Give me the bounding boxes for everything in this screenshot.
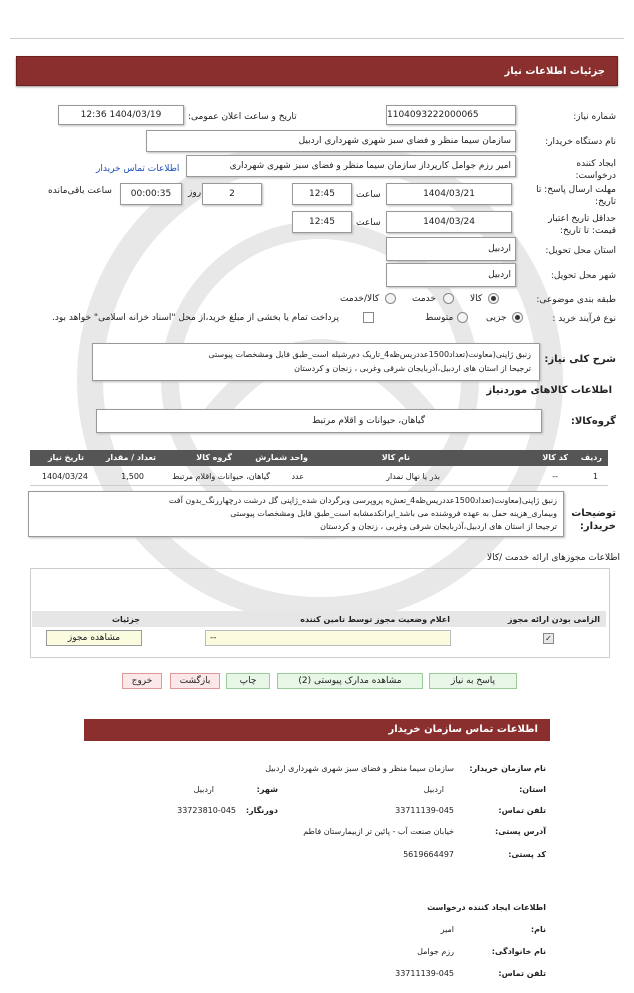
reply-button[interactable]: پاسخ به نیاز [429,673,517,689]
col-name: نام کالا [381,453,410,462]
top-divider [10,38,624,39]
buyer-note-label: توضیحات خریدار: [571,508,616,532]
license-required-checkbox[interactable]: ✓ [543,633,554,644]
contact-phone: 33711139-045 [395,806,454,815]
category-option-both: کالا/خدمت [340,294,380,304]
col-row: ردیف [580,453,602,462]
treasury-text: پرداخت تمام یا بخشی از مبلغ خرید،از محل "اسناد خزانه اسلامی" خواهد بود. [52,313,340,323]
row-date: 1404/03/24 [41,472,88,481]
goods-group-label: گروه‌کالا: [570,416,616,427]
contact-org: سازمان سیما منظر و فضای سبز شهری شهرداری اردبیل [265,764,454,773]
col-qty: تعداد / مقدار [105,453,156,462]
province-field[interactable]: اردبیل [386,237,516,261]
category-option-service: خدمت [412,294,436,304]
category-radio-service[interactable] [443,293,454,304]
attachments-button[interactable]: مشاهده مدارک پیوستی (2) [277,673,423,689]
page-title: جزئیات اطلاعات نیاز [504,66,605,77]
announce-label: تاریخ و ساعت اعلان عمومی: [188,112,297,122]
goods-group-box [96,409,542,433]
deadline-date-field[interactable]: 1404/03/21 [386,183,512,205]
print-button[interactable]: چاپ [226,673,270,689]
creator-first-label: نام: [530,925,546,934]
contact-org-label: نام سازمان خریدار: [469,764,546,773]
days-field[interactable]: 2 [202,183,262,205]
creator-field[interactable]: امیر رزم جوامل کارپرداز سازمان سیما منظر و فضای سبز شهری شهرداری [186,155,516,177]
row-unit: عدد [291,472,304,481]
col-unit: واحد شمارش [255,453,308,462]
category-radio-goods[interactable] [488,293,499,304]
deadline-time-label: ساعت [356,190,381,200]
city-label: شهر محل تحویل: [550,271,616,281]
row-group: گیاهان، حیوانات واقلام مرتبط [172,472,270,481]
days-label: روز [188,188,202,198]
contact-address: خیابان صنعت آب - پائین تر ازبیمارستان فاطم [303,827,454,836]
creator-first: امیر [440,925,454,934]
buyer-note-box [28,491,564,537]
creator-phone: 33711139-045 [395,969,454,978]
goods-group-value: گیاهان، حیوانات و اقلام مرتبط [312,416,425,426]
deadline-time-field[interactable]: 12:45 [292,183,352,205]
view-license-button[interactable]: مشاهده مجوز [46,630,142,646]
col-group: گروه کالا [196,453,232,462]
summary-label: شرح کلی نیاز: [544,354,616,365]
exit-button[interactable]: خروج [122,673,162,689]
buyer-org-field[interactable]: سازمان سیما منظر و فضای سبز شهری شهرداری اردبیل [146,130,516,152]
buyer-org-label: نام دستگاه خریدار: [545,137,616,147]
table-row[interactable] [30,467,608,486]
contact-province: اردبیل [423,785,444,794]
announce-field[interactable]: 1404/03/19 12:36 [58,105,184,125]
contact-fax: 33723810-045 [177,806,236,815]
buyer-note-line-3: ترجیحا از استان های اردبیل،آذربایجان شرقی وغربی ، زنجان و کردستان [320,522,557,531]
process-option-minor: جزیی [486,313,507,323]
validity-date-field[interactable]: 1404/03/24 [386,211,512,233]
validity-label: حداقل تاریخ اعتبار قیمت: تا تاریخ: [548,214,616,236]
summary-line-2: ترجیحا از استان های اردبیل،آذربایجان شرقی وغربی ، زنجان و کردستان [294,364,531,373]
validity-time-field[interactable]: 12:45 [292,211,352,233]
col-date: تاریخ نیاز [47,453,84,462]
contact-header [84,719,550,741]
creator-last: رزم جوامل [417,947,454,956]
license-table-header [32,611,606,627]
contact-city-label: شهر: [256,785,278,794]
creator-section-title: اطلاعات ایجاد کننده درخواست [427,903,546,912]
buyer-contact-link[interactable]: اطلاعات تماس خریدار [96,164,180,174]
summary-box [92,343,540,381]
license-col-details: جزئیات [111,615,140,624]
process-label: نوع فرآیند خرید : [552,314,616,324]
category-option-goods: کالا [470,294,483,304]
summary-line-1: زنبق ژاپنی(معاونت(تعداد1500عددریس‌ظه4_تاریک دم‌رشیله است_طبق فایل ومشخصات پیوستی [208,350,531,359]
row-qty: 1,500 [121,472,144,481]
deadline-label: مهلت ارسال پاسخ: تا تاریخ: [536,185,616,207]
need-number-label: شماره نیاز: [573,112,616,122]
buyer-note-line-2: وبیماری_هزینه حمل به عهده فروشنده می باشد_ایرانکدمشابه است_طبق فایل ومشخصات پیوستی [230,509,557,518]
remain-time-label: ساعت باقی‌مانده [48,186,112,196]
category-radio-both[interactable] [385,293,396,304]
contact-postal-label: کد پستی: [508,850,546,859]
goods-table-header [30,450,608,466]
process-radio-medium[interactable] [457,312,468,323]
province-label: استان محل تحویل: [545,246,616,256]
page-header [16,56,618,86]
creator-last-label: نام خانوادگی: [491,947,546,956]
validity-time-label: ساعت [356,218,381,228]
row-code: -- [552,472,558,481]
row-name: بذر یا نهال نمدار [386,472,440,481]
license-status-field[interactable]: -- [205,630,451,646]
category-label: طبقه بندی موضوعی: [536,295,616,305]
city-field[interactable]: اردبیل [386,263,516,287]
license-col-required: الزامی بودن ارائه مجوز [507,615,600,624]
col-code: کد کالا [542,453,568,462]
process-radio-minor[interactable] [512,312,523,323]
contact-address-label: آدرس پستی: [495,827,546,836]
process-option-medium: متوسط [425,313,454,323]
license-title: اطلاعات مجوزهای ارائه خدمت /کالا [486,553,620,563]
contact-fax-label: دورنگار: [245,806,278,815]
contact-phone-label: تلفن تماس: [498,806,546,815]
goods-section-title: اطلاعات کالاهای موردنیاز [486,385,612,396]
creator-phone-label: تلفن تماس: [498,969,546,978]
row-index: 1 [592,472,598,481]
treasury-checkbox[interactable] [363,312,374,323]
need-number-field[interactable]: 1104093222000065 [386,105,516,125]
contact-postal: 5619664497 [403,850,454,859]
contact-province-label: استان: [519,785,546,794]
license-col-status: اعلام وضعیت مجوز توسط تامین کننده [300,615,450,624]
back-button[interactable]: بازگشت [170,673,220,689]
contact-title: اطلاعات تماس سازمان خریدار [388,724,538,735]
creator-label: ایجاد کننده درخواست: [575,159,616,181]
contact-city: اردبیل [193,785,214,794]
remain-time-field[interactable]: 00:00:35 [120,183,182,205]
buyer-note-line-1: زنبق ژاپنی(معاونت(تعداد1500عددریس‌ظه4_تعش‌ه پروپرسی وبرگردان شده_ژاپنی گل درشت درچهاررنگ_بدون آفت [168,496,557,505]
